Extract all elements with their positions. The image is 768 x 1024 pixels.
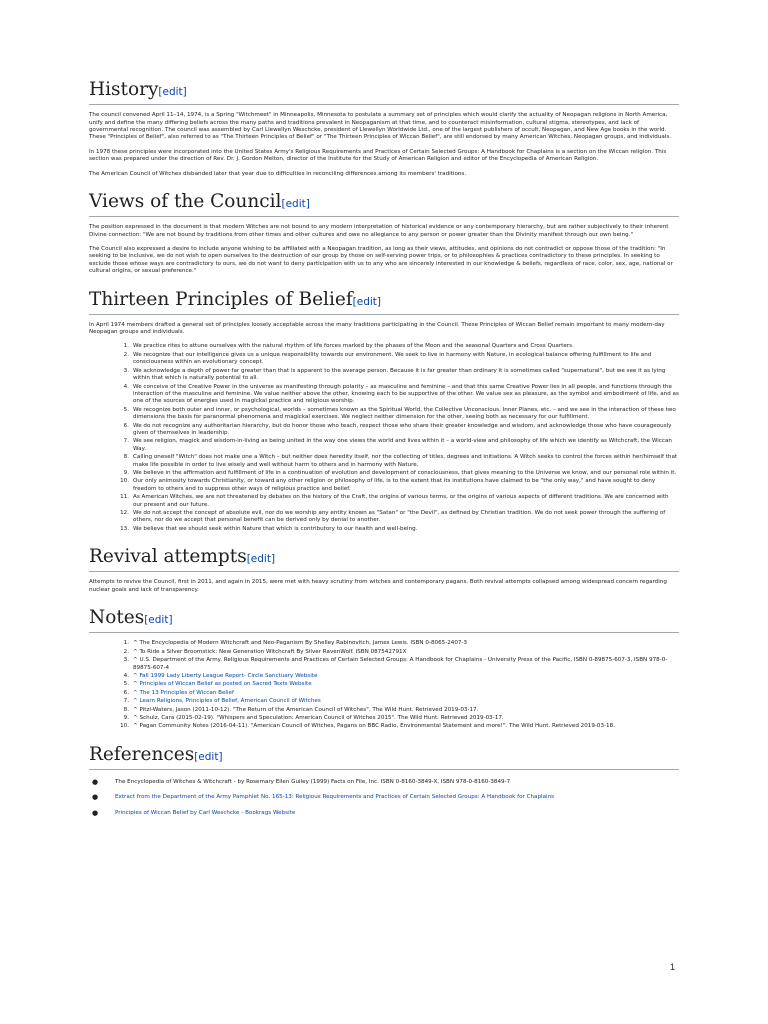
list-item: 13. We believe that we should seek within Nature that which is contributory to our health and well-being. — [120, 525, 418, 532]
bullet-icon: ● — [92, 777, 99, 786]
principles-list — [89, 343, 679, 533]
edit-link-revival[interactable]: [edit] — [246, 553, 276, 566]
paragraph: Attempts to revive the Council, first in 2011, and again in 2015, were met with heavy scrutiny from witches and contemporary pagans. Both revival attempts collapsed among widespread concern regarding nuclear goals and lack of transparency. — [89, 579, 667, 593]
list-item: 2. We recognize that our intelligence gives us a unique responsibility towards our environment. We seek to live in harmony with Nature, in ecological balance offering fulfillment to life and consciousness within an evolutionary concept. — [123, 351, 652, 366]
list-item: 10. Our only animosity towards Christianity, or toward any other religion or philosophy of life, is to the extent that its institutions have claimed to be "the only way," and have sought to deny freedom to others and to suppress other ways of religious practice and belief. — [120, 478, 656, 492]
edit-link-views[interactable]: [edit] — [281, 197, 310, 210]
note-item[interactable]: 5. ^ Principles of Wiccan Belief as posted on Sacred Texts Website — [123, 681, 312, 688]
paragraph: In April 1974 members drafted a general set of principles loosely acceptable across the many traditions participating in the Council. These Principles of Wiccan Belief remain important to many modern-day Neopagan groups and individuals. — [89, 321, 665, 336]
paragraph: The American Council of Witches disbanded later that year due to difficulties in reconciling differences among its members' traditions. — [89, 170, 467, 177]
note-item[interactable]: 1. ^ The Encyclopedia of Modern Witchcraft and Neo-Paganism By Shelley Rabinovitch, James Lewis. ISBN 0-8065-2407-3 — [123, 640, 468, 647]
section-thirteen-principles — [89, 288, 679, 534]
list-item: 7. We see religion, magick and wisdom-in-living as being united in the way one views the world and lives within it – a world-view and philosophy of life which we identify as Witchcraft, the Wiccan Way. — [123, 438, 672, 452]
page-number: 1 — [670, 962, 676, 972]
section-references — [89, 743, 679, 817]
section-history — [89, 78, 679, 178]
reference-item[interactable]: ● Principles of Wiccan Belief by Carl Weschcke - Bookrags Website — [92, 808, 296, 817]
note-item[interactable]: 10. ^ Pagan Community Notes (2016-04-11). "American Council of Witches, Pagans on BBC Radio, Environmental Statement and more!". The Wild Hunt. Retrieved 2019-03-18. — [120, 723, 615, 730]
section-heading-revival: Revival attempts[edit] — [89, 545, 679, 572]
paragraph: The Council also expressed a desire to include anyone wishing to be affiliated with a Neopagan tradition, as long as their views, attitudes, and opinions do not contradict or oppose those of the tradition: "In seeking to be inclusive, we do not wish to open ourselves to the destruction of our group by those on self-serving power trips, or to philosophies & practices contradictory to these principles. In seeking to exclude those whose ways are contradictory to ours, we do not want to deny participation with us to any who are sincerely interested in our knowledge & beliefs, regardless of race, color, sex, age, national or cultural origins, or sexual preference." — [89, 245, 673, 275]
paragraph: The position expressed in the document is that modern Witches are not bound to any modern interpretation of historical evidence or any contemporary hierarchy, but are rather subjectively to their inherent Divine connection: "We are not bound by traditions from other times and other cultures and owe no allegiance to any person or power greater than the Divinity manifest through our own being." — [89, 224, 669, 238]
section-heading-notes: Notes[edit] — [89, 606, 679, 633]
list-item: 6. We do not recognize any authoritarian hierarchy, but do honor those who teach, respect those who share their greater knowledge and wisdom, and acknowledge those who have courageously given of themselves in leadership. — [123, 422, 672, 436]
list-item: 11. As American Witches, we are not threatened by debates on the history of the Craft, the origins of various terms, or the origins of various aspects of different traditions. We are concerned with our present and our future. — [120, 494, 669, 508]
reference-item[interactable]: ● The Encyclopedia of Witches & Witchcraft - by Rosemary Ellen Guiley (1999) Facts on File, Inc. ISBN 0-8160-3849-X, ISBN 978-0-8160-3849-7 — [92, 777, 511, 786]
list-item: 3. We acknowledge a depth of power far greater than that is apparent to the average person. Because it is far greater than ordinary it is sometimes called "supernatural", but we see it as lying within that which is naturally potential to all. — [123, 367, 666, 382]
section-views — [89, 190, 679, 276]
article-body — [89, 78, 679, 829]
note-item[interactable]: 7. ^ Learn Religions, Principles of Belief, American Council of Witches — [123, 698, 321, 705]
note-item[interactable]: 4. ^ Fall 1999 Lady Liberty League Report- Circle Sanctuary Website — [123, 672, 318, 679]
note-item[interactable]: 6. ^ The 13 Principles of Wiccan Belief — [123, 689, 234, 696]
bullet-icon: ● — [92, 808, 99, 817]
paragraph: The council convened April 11–14, 1974, is a Spring "Witchmeet" in Minneapolis, Minnesota to postulate a summary set of principles which would clarify the actuality of Neopagan religions in North America, unify and define the many differing beliefs across the many paths and traditions prevalent in Neopaganism at that time, and to counteract misinformation, cultural stigma, stereotypes, and lack of governmental recognition. The council was assembled by Carl Llewellyn Weschcke, president of Llewellyn Worldwide Ltd., one of the largest publishers of occult, Neopagan, and New Age books in the world. These "Principles of Belief", also referred to as "The Thirteen Principles of Belief" or "The Thirteen Principles of Wiccan Belief", are still endorsed by many American Witches, Neopagan groups, and individuals. — [89, 112, 672, 141]
note-item[interactable]: 9. ^ Schulz, Cara (2015-02-19). "Whispers and Speculation: American Council of Witches 2015". The Wild Hunt. Retrieved 2019-03-17. — [123, 714, 504, 721]
notes-list — [89, 640, 679, 730]
note-item[interactable]: 3. ^ U.S. Department of the Army. Religious Requirements and Practices of Certain Selected Groups: A Handbook for Chaplains - University Press of the Pacific, ISBN 0-89875-607-3, ISBN 978-0-89875-607-4 — [123, 657, 668, 671]
section-heading-history: History[edit] — [89, 78, 679, 105]
bullet-icon: ● — [92, 793, 99, 802]
section-heading-thirteen-principles: Thirteen Principles of Belief[edit] — [89, 288, 679, 315]
list-item: 8. Calling oneself "Witch" does not make one a Witch – but neither does heredity itself, nor the collecting of titles, degrees and initiations. A Witch seeks to control the forces within her/himself that make life possible in order to live wisely and well without harm to others and in harmony with Nature. — [123, 454, 678, 468]
list-item: 12. We do not accept the concept of absolute evil, nor do we worship any entity known as "Satan" or "the Devil", as defined by Christian tradition. We do not seek power through the suffering of others, nor do we accept that personal benefit can be derived only by denial to another. — [120, 510, 666, 524]
section-revival-attempts — [89, 545, 679, 594]
reference-item[interactable]: ● Extract from the Department of the Army Pamphlet No. 165-13: Religious Requirements and Practices of Certain Selected Groups: A Handbook for Chaplains — [92, 793, 555, 802]
list-item: 4. We conceive of the Creative Power in the universe as manifesting through polarity – as masculine and feminine – and that this same Creative Power lies in all people, and functions through the interaction of the masculine and feminine. We value neither above the other, knowing each to be supportive of the other. We value sex as pleasure, as the symbol and embodiment of life, and as one of the sources of energies used in magickal practice and religious worship. — [123, 383, 679, 405]
edit-link-notes[interactable]: [edit] — [144, 614, 173, 627]
references-list — [89, 779, 679, 817]
section-heading-references: References[edit] — [89, 743, 679, 770]
edit-link-thirteen[interactable]: [edit] — [352, 295, 382, 308]
note-item[interactable]: 2. ^ To Ride a Silver Broomstick: New Generation Witchcraft By Silver RavenWolf. ISBN 087542791X — [123, 648, 407, 655]
list-item: 9. We believe in the affirmation and fulfillment of life in a continuation of evolution and development of consciousness, that gives meaning to the Universe we know, and our personal role within it. — [123, 469, 677, 476]
list-item: 5. We recognize both outer and inner, or psychological, worlds – sometimes known as the Spiritual World, the Collective Unconscious, Inner Planes, etc. – and we see in the interaction of these two dimensions the basis for paranormal phenomena and magickal exercises. We neglect neither dimension for the other, seeing both as necessary for our fulfillment. — [123, 406, 676, 421]
edit-link-history[interactable]: [edit] — [158, 86, 187, 98]
list-item: 1. We practice rites to attune ourselves with the natural rhythm of life forces marked by the phases of the Moon and the seasonal Quarters and Cross Quarters. — [123, 343, 574, 350]
edit-link-references[interactable]: [edit] — [194, 750, 223, 763]
section-notes — [89, 606, 679, 731]
section-heading-views: Views of the Council[edit] — [89, 190, 679, 217]
note-item[interactable]: 8. ^ Pitzl-Waters, Jason (2011-10-12). "The Return of the American Council of Witches". The Wild Hunt. Retrieved 2019-03-17. — [123, 706, 479, 713]
paragraph: In 1978 these principles were incorporated into the United States Army's Religious Requirements and Practices of Certain Selected Groups: A Handbook for Chaplains is a section on the Wiccan religion. This section was prepared under the direction of Rev. Dr. J. Gordon Melton, director of the Institute for the Study of American Religion and editor of the Encyclopedia of American Religion. — [89, 148, 667, 163]
